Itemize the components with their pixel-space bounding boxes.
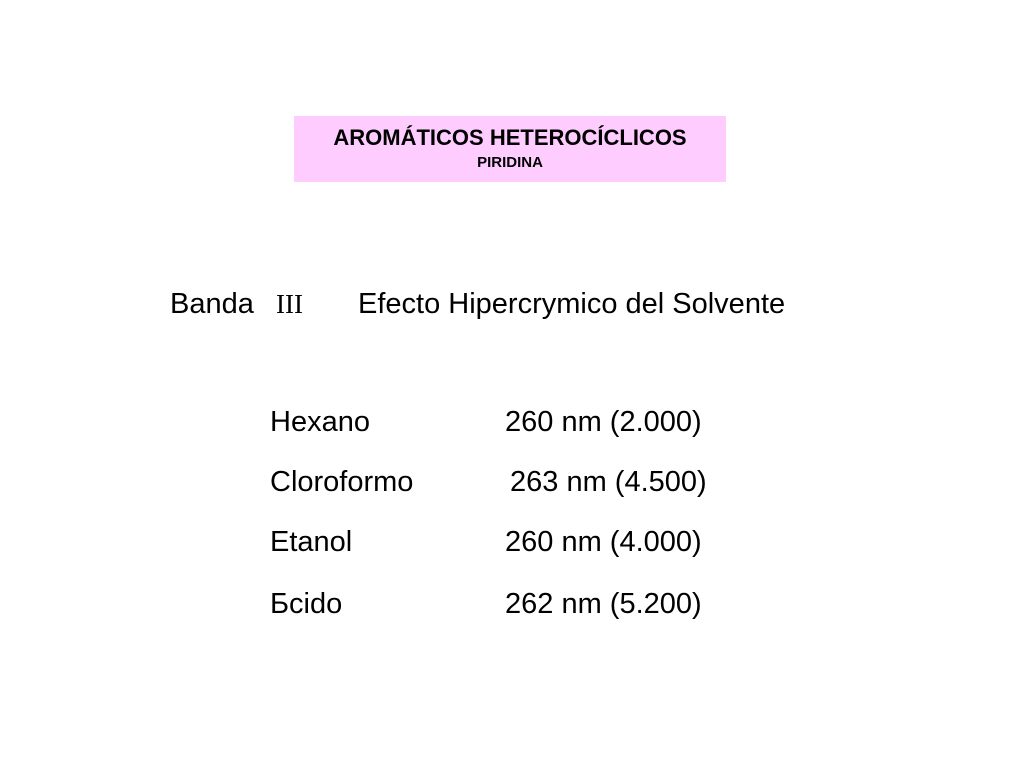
absorption-value: 262 nm (5.200) <box>505 588 702 620</box>
title-banner <box>294 116 726 182</box>
solvent-name: Бcido <box>270 588 343 620</box>
solvent-name: Etanol <box>270 526 353 558</box>
table-row <box>0 462 1024 502</box>
absorption-value: 260 nm (2.000) <box>505 406 702 438</box>
table-row <box>0 522 1024 562</box>
absorption-value: 263 nm (4.500) <box>510 466 707 498</box>
page-title: AROMÁTICOS HETEROCÍCLICOS <box>333 125 687 150</box>
page-subtitle: PIRIDINA <box>477 154 543 171</box>
effect-title: Efecto Hipercrymico del Solvente <box>358 288 786 320</box>
band-label: Banda <box>170 288 254 320</box>
solvent-name: Hexano <box>270 406 370 438</box>
table-row <box>0 584 1024 624</box>
solvent-name: Cloroformo <box>270 466 414 498</box>
band-number: III <box>276 289 303 319</box>
table-row <box>0 402 1024 442</box>
absorption-value: 260 nm (4.000) <box>505 526 702 558</box>
